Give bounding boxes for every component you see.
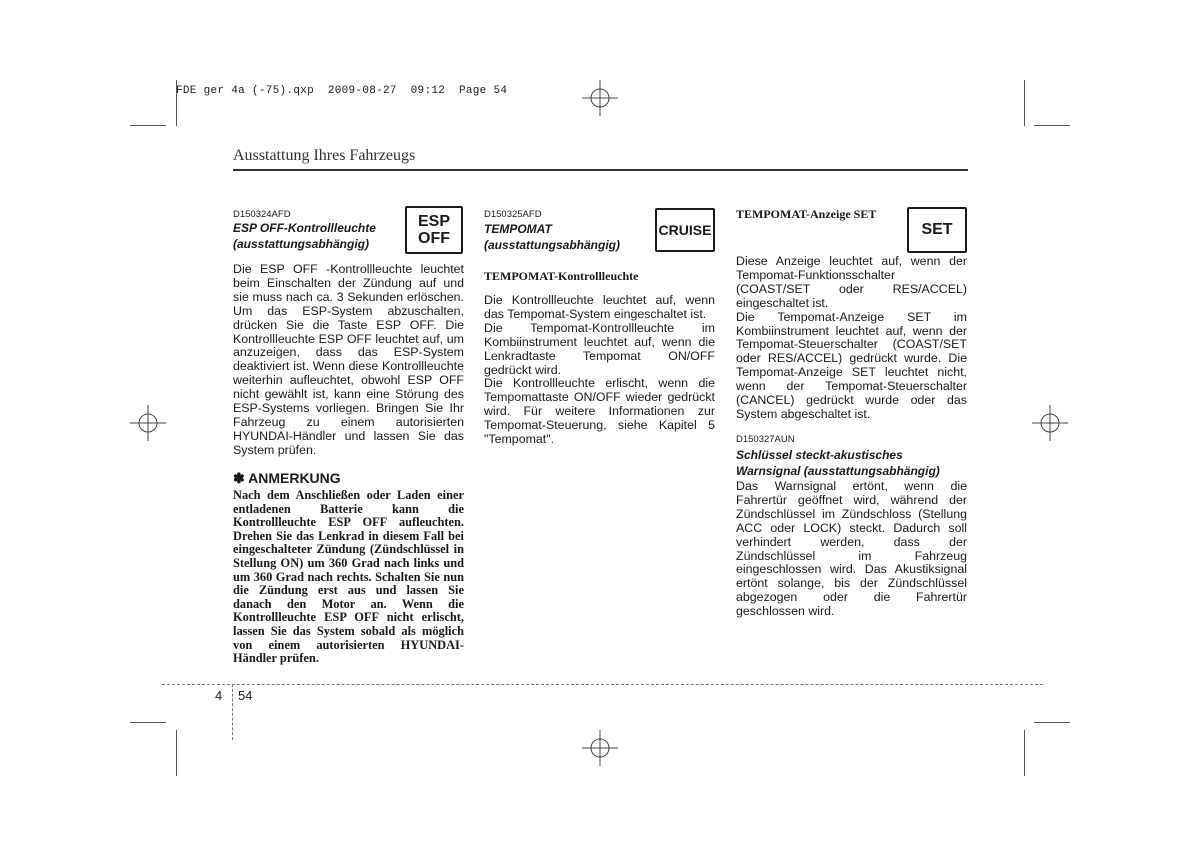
body-paragraph: Das Warnsignal ertönt, wenn die Fahrertür geöffnet wird, während der Zündschlüssel im Zündschloss (Stellung ACC oder LOCK) steckt. Dadurch soll verhindert werden, dass der Zündschlüssel im Fahrzeug eingeschlossen wird. Das Akustiksignal ertönt solange, bis der Zündschlüssel abgezogen oder die Fahrertür geschlossen wird. <box>736 479 967 619</box>
registration-mark-icon <box>580 78 620 118</box>
crop-mark <box>1034 722 1070 723</box>
registration-mark-icon <box>1030 403 1070 443</box>
section-code: D150327AUN <box>736 434 795 445</box>
crop-mark <box>130 125 166 126</box>
header-rule <box>233 169 968 171</box>
subheading: TEMPOMAT-Anzeige SET <box>736 207 877 221</box>
registration-mark-icon <box>128 403 168 443</box>
subheading: TEMPOMAT-Kontrollleuchte <box>484 269 639 283</box>
crop-mark <box>1034 125 1070 126</box>
section-heading: ESP OFF-Kontrollleuchte (ausstattungsabhängig) <box>233 221 376 251</box>
section-code: D150325AFD <box>484 209 542 220</box>
page-chapter: 4 <box>215 688 223 703</box>
print-slug: FDE ger 4a (-75).qxp 2009-08-27 09:12 Page 54 <box>176 85 508 97</box>
body-paragraph: Diese Anzeige leuchtet auf, wenn der Tempomat-Funktionsschalter (COAST/SET oder RES/ACCEL) eingeschaltet ist. Die Tempomat-Anzeige SET im Kombiinstrument leuchtet auf, wenn der Tempomat-Steuerschalter (COAST/SET oder RES/ACCEL) gedrückt wurde. Die Tempomat-Anzeige SET leuchtet nicht, wenn der Tempomat-Steuerschalter (CANCEL) gedrückt wurde oder das System abgeschaltet ist. <box>736 254 967 421</box>
crop-mark <box>1024 80 1025 126</box>
footer-dashed-divider <box>232 684 233 740</box>
set-indicator: SET <box>907 207 967 253</box>
section-heading: TEMPOMAT (ausstattungsabhängig) <box>484 222 621 252</box>
body-paragraph: Die ESP OFF -Kontrollleuchte leuchtet beim Einschalten der Zündung auf und sie muss nach ca. 3 Sekunden erlöschen. Um das ESP-System abzuschalten, drücken Sie die Taste ESP OFF. Die Kontrollleuchte ESP OFF leuchtet auf, um anzuzeigen, dass das ESP-System deaktiviert ist. Wenn diese Kontrollleuchte weiterhin aufleuchtet, obwohl ESP OFF nicht gewählt ist, kann eine Störung des ESP-Systems vorliegen. Bringen Sie Ihr Fahrzeug zu einem autorisierten HYUNDAI-Händler und lassen Sie das System prüfen. <box>233 262 464 457</box>
section-title: Ausstattung Ihres Fahrzeugs <box>233 147 416 164</box>
asterisk-icon: ✽ <box>233 470 245 486</box>
note-heading: ✽ ANMERKUNG <box>233 470 341 486</box>
registration-mark-icon <box>580 728 620 768</box>
cruise-indicator: CRUISE <box>655 208 715 252</box>
crop-mark <box>1024 730 1025 776</box>
page-number: 54 <box>238 688 253 703</box>
footer-dashed-rule <box>162 684 1043 685</box>
crop-mark <box>176 730 177 776</box>
esp-off-indicator: ESP OFF <box>405 206 463 254</box>
crop-mark <box>130 722 166 723</box>
note-body: Nach dem Anschließen oder Laden einer entladenen Batterie kann die Kontrollleuchte ESP OFF aufleuchten. Drehen Sie das Lenkrad in diesem Fall bei eingeschalteter Zündung (Zündschlüssel in Stellung ON) um 360 Grad nach links und um 360 Grad nach rechts. Schalten Sie nun die Zündung erst aus und lassen Sie danach den Motor an. Wenn die Kontrollleuchte ESP OFF nicht erlischt, lassen Sie das System sobald als möglich von einem autorisierten HYUNDAI-Händler prüfen. <box>233 488 464 666</box>
section-code: D150324AFD <box>233 209 291 220</box>
section-heading: Schlüssel steckt-akustisches Warnsignal (ausstattungsabhängig) <box>736 448 940 478</box>
body-paragraph: Die Kontrollleuchte leuchtet auf, wenn das Tempomat-System eingeschaltet ist. Die Tempomat-Kontrollleuchte im Kombiinstrument leuchtet auf, wenn die Lenkradtaste Tempomat ON/OFF gedrückt wird. Die Kontrollleuchte erlischt, wenn die Tempomattaste ON/OFF wieder gedrückt wird. Für weitere Informationen zur Tempomat-Steuerung, siehe Kapitel 5 "Tempomat". <box>484 293 715 447</box>
